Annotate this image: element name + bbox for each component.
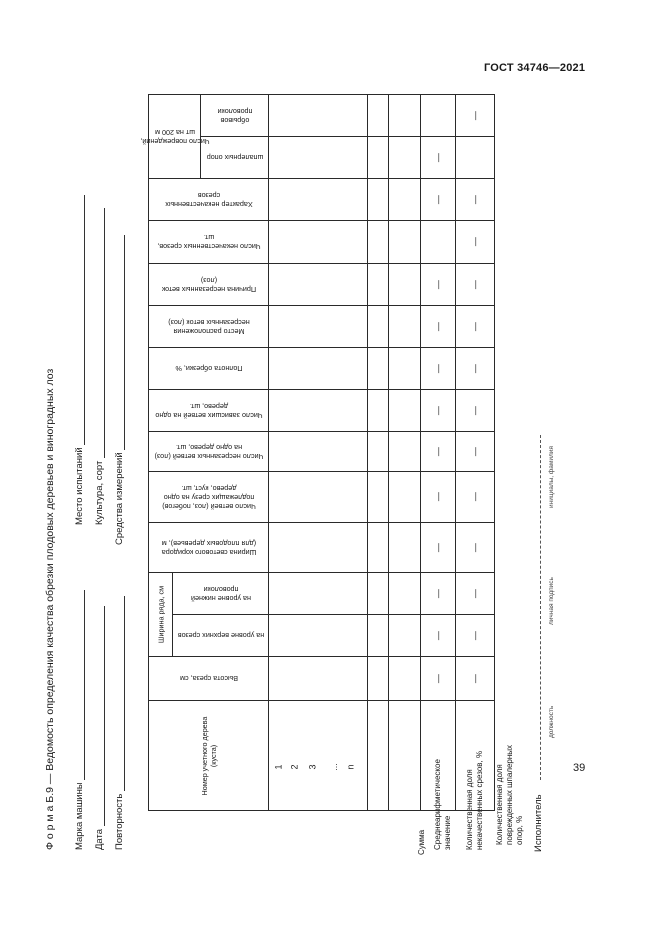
hdr-damage-wire-text: обрывов проволоки <box>217 106 252 125</box>
body-trees-cell <box>268 614 368 657</box>
body-avg-cell <box>388 136 421 179</box>
body-trees-cell <box>268 178 368 221</box>
field-crop: Культура, сорт <box>94 208 105 525</box>
body-trees-cell <box>268 94 368 137</box>
body-damage-share-cell <box>455 305 495 348</box>
signature-personal: личная подпись <box>548 577 555 625</box>
hdr-uncut-location <box>148 305 269 348</box>
body-damage-share-cell <box>455 572 495 615</box>
hdr-damage-wire <box>200 94 269 137</box>
body-trees-cell <box>268 389 368 432</box>
field-repeat-line[interactable] <box>124 596 125 791</box>
body-avg-cell <box>388 347 421 390</box>
dash-mark: — <box>432 322 443 331</box>
body-poor-share-cell <box>420 522 456 573</box>
standard-number: ГОСТ 34746—2021 <box>484 62 586 74</box>
body-avg-cell <box>388 389 421 432</box>
body-poor-share-cell <box>420 347 456 390</box>
body-damage-share-cell <box>455 94 495 137</box>
dash-mark: — <box>469 195 480 204</box>
body-damage-share-cell <box>455 471 495 523</box>
body-poor-share-cell <box>420 431 456 472</box>
hdr-row-width-lower <box>172 572 269 615</box>
body-damage-share-cell <box>455 347 495 390</box>
body-damage-share-cell <box>455 656 495 701</box>
body-poor-share-cell <box>420 572 456 615</box>
hdr-row-width-lower-text: на уровне нижней проволоки <box>190 584 251 603</box>
hdr-hanging <box>148 389 269 432</box>
dash-mark: — <box>432 631 443 640</box>
body-poor-share-cell <box>420 305 456 348</box>
field-machine: Марка машины <box>74 590 85 850</box>
body-sum-cell <box>367 178 389 221</box>
dash-mark: — <box>469 237 480 247</box>
row-damage-share-text: Количественная доля поврежденных шпалерных опор, % <box>495 744 524 845</box>
body-avg-cell <box>388 522 421 573</box>
dash-mark: — <box>469 543 480 552</box>
dash-mark: — <box>432 195 443 204</box>
dash-mark: — <box>432 280 443 289</box>
hdr-uncut-text: Число несрезанных ветвей (лоз) на одно дерево, шт. <box>154 442 263 461</box>
body-poor-share-cell <box>420 614 456 657</box>
hdr-poor-cuts-kind-text: Характер некачественных срезов <box>164 190 253 209</box>
body-trees-cell <box>268 572 368 615</box>
hdr-tree-no-text: Номер учетного дерева (куста) <box>199 716 218 795</box>
body-sum-cell <box>367 656 389 701</box>
body-damage-share-cell <box>455 522 495 573</box>
dash-mark: — <box>469 447 480 456</box>
field-tools-line[interactable] <box>124 235 125 450</box>
page-number: 39 <box>573 762 586 774</box>
body-avg-cell <box>388 263 421 306</box>
body-trees-cell <box>268 522 368 573</box>
field-place-line[interactable] <box>84 195 85 445</box>
hdr-damage <box>139 94 210 179</box>
row-sum-text: Сумма <box>417 829 426 855</box>
body-avg-cell <box>388 656 421 701</box>
dash-mark: — <box>469 631 480 640</box>
form-caption: Ф о р м а Б.9 — Ведомость определения качества обрезки плодовых деревьев и виноградных лоз <box>44 368 56 850</box>
body-trees-cell <box>268 305 368 348</box>
dash-mark: — <box>469 589 480 598</box>
hdr-branches <box>148 471 269 523</box>
hdr-corridor <box>148 522 269 573</box>
body-sum-cell <box>367 263 389 306</box>
row-trees-block <box>268 700 368 811</box>
hdr-tree-no <box>148 700 269 811</box>
hdr-hanging-text: Число зависших ветвей на одно дерево, шт. <box>154 401 263 420</box>
body-damage-share-cell <box>455 263 495 306</box>
tree-row-number: 1 <box>273 764 284 770</box>
body-poor-share-cell <box>420 94 456 137</box>
body-damage-share-cell <box>455 220 495 264</box>
body-sum-cell <box>367 389 389 432</box>
hdr-poor-cuts-kind <box>148 178 269 221</box>
body-sum-cell <box>367 471 389 523</box>
body-trees-cell <box>268 656 368 701</box>
hdr-uncut <box>148 431 269 472</box>
body-poor-share-cell <box>420 263 456 306</box>
dash-mark: — <box>432 364 443 373</box>
hdr-cut-height <box>148 656 269 701</box>
body-sum-cell <box>367 614 389 657</box>
field-date-line[interactable] <box>104 606 105 826</box>
body-poor-share-cell <box>420 220 456 264</box>
body-poor-share-cell <box>420 389 456 432</box>
body-poor-share-cell <box>420 471 456 523</box>
signature-label: Исполнитель <box>533 794 544 852</box>
body-avg-cell <box>388 305 421 348</box>
field-machine-line[interactable] <box>84 590 85 780</box>
dash-mark: — <box>432 447 443 456</box>
hdr-uncut-reason-text: Причина несрезанных веток (лоз) <box>161 275 256 294</box>
hdr-completeness-text: Полнота обрезки, % <box>175 364 243 373</box>
dash-mark: — <box>469 364 480 373</box>
dash-mark: — <box>469 322 480 331</box>
field-crop-line[interactable] <box>104 208 105 458</box>
dash-mark: — <box>432 674 443 683</box>
dash-mark: — <box>469 492 480 502</box>
field-place: Место испытаний <box>74 195 85 525</box>
hdr-poor-cuts-count-text: Число некачественных срезов, шт. <box>156 233 261 251</box>
dash-mark: — <box>432 492 443 502</box>
row-avg-text: Среднеарифметическое значение <box>433 759 452 850</box>
tree-row-number: 2 <box>289 764 300 770</box>
body-sum-cell <box>367 136 389 179</box>
hdr-branches-text: Число ветвей (лоз, побегов) подлежащих срезу на одно дерево, куст, шт. <box>161 483 256 511</box>
hdr-damage-posts <box>200 136 269 179</box>
dash-mark: — <box>432 406 443 415</box>
body-avg-cell <box>388 614 421 657</box>
hdr-row-width-text: Ширина ряда, см <box>156 585 165 644</box>
row-damage-share <box>455 700 524 845</box>
dash-mark: — <box>469 111 480 120</box>
hdr-poor-cuts-count <box>148 220 269 264</box>
body-damage-share-cell <box>455 389 495 432</box>
dash-mark: — <box>432 153 443 162</box>
body-avg-cell <box>388 572 421 615</box>
tree-row-number: ... <box>328 763 339 771</box>
dash-mark: — <box>432 589 443 598</box>
hdr-uncut-location-text: Место расположения несрезанных веток (лоз) <box>167 317 250 336</box>
body-sum-cell <box>367 431 389 472</box>
hdr-damage-text: Число повреждений, шт на 200 м <box>139 127 210 146</box>
hdr-completeness <box>148 347 269 390</box>
body-trees-cell <box>268 471 368 523</box>
body-poor-share-cell <box>420 656 456 701</box>
signature-name: инициалы, фамилия <box>548 446 555 508</box>
body-damage-share-cell <box>455 614 495 657</box>
body-poor-share-cell <box>420 136 456 179</box>
body-trees-cell <box>268 431 368 472</box>
body-trees-cell <box>268 263 368 306</box>
field-tools: Средства измерений <box>114 235 125 545</box>
body-damage-share-cell <box>455 178 495 221</box>
field-repeat: Повторность <box>114 596 125 850</box>
body-avg-cell <box>388 431 421 472</box>
hdr-row-width <box>148 572 173 657</box>
body-damage-share-cell <box>455 431 495 472</box>
body-sum-cell <box>367 522 389 573</box>
row-sum <box>367 700 426 855</box>
dash-mark: — <box>432 543 443 552</box>
hdr-cut-height-text: Высота среза, см <box>179 674 238 683</box>
field-date: Дата <box>94 606 105 850</box>
hdr-uncut-reason <box>148 263 269 306</box>
body-sum-cell <box>367 94 389 137</box>
body-sum-cell <box>367 305 389 348</box>
dash-mark: — <box>469 674 480 683</box>
body-trees-cell <box>268 220 368 264</box>
body-avg-cell <box>388 178 421 221</box>
signature-line[interactable] <box>540 435 542 780</box>
body-avg-cell <box>388 471 421 523</box>
body-poor-share-cell <box>420 178 456 221</box>
body-damage-share-cell <box>455 136 495 179</box>
body-avg-cell <box>388 94 421 137</box>
signature-position: должность <box>548 705 555 738</box>
row-poor-share-text: Количественная доля некачественных срезов, % <box>465 750 484 850</box>
hdr-row-width-upper-text: на уровне верхних срезов <box>177 631 264 640</box>
body-trees-cell <box>268 136 368 179</box>
tree-row-number: n <box>345 764 356 770</box>
tree-row-number: 3 <box>307 764 318 770</box>
hdr-damage-posts-text: шпалерных опор <box>206 153 263 162</box>
dash-mark: — <box>469 280 480 289</box>
body-avg-cell <box>388 220 421 264</box>
body-sum-cell <box>367 347 389 390</box>
hdr-row-width-upper <box>172 614 269 657</box>
dash-mark: — <box>469 406 480 415</box>
body-trees-cell <box>268 347 368 390</box>
body-sum-cell <box>367 572 389 615</box>
body-sum-cell <box>367 220 389 264</box>
hdr-corridor-text: Ширина светового коридора (для плодовых деревьев), м <box>161 538 256 557</box>
